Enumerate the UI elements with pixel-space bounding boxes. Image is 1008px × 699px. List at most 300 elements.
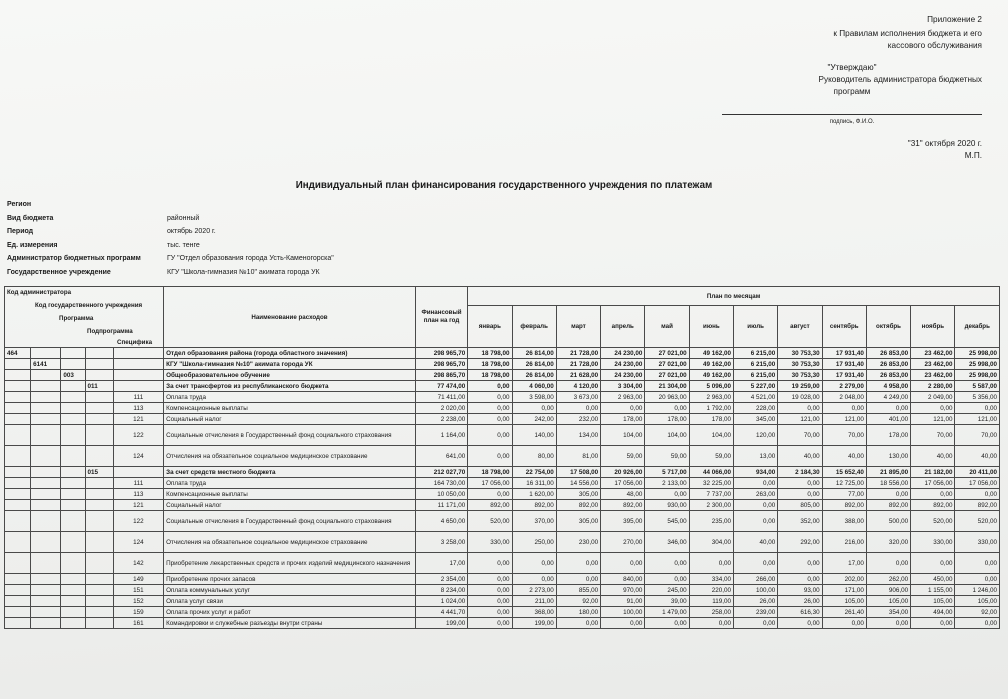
code-cell	[5, 359, 31, 370]
month-value-cell: 70,00	[778, 425, 822, 446]
month-header: февраль	[512, 306, 556, 348]
month-value-cell: 105,00	[911, 596, 955, 607]
expense-name-cell: Социальные отчисления в Государственный фонд социального страхования	[164, 511, 416, 532]
rules-line-2: кассового обслуживания	[887, 41, 982, 50]
code-cell	[85, 446, 113, 467]
month-value-cell: 19 259,00	[778, 381, 822, 392]
expense-name-cell: Отдел образования района (города областного значения)	[164, 348, 416, 359]
month-value-cell: 211,00	[512, 596, 556, 607]
expense-name-header: Наименование расходов	[164, 287, 416, 348]
program-header: Программа	[59, 315, 94, 322]
code-cell	[61, 596, 85, 607]
month-value-cell: 100,00	[601, 607, 645, 618]
table-row	[5, 618, 1000, 629]
month-value-cell: 21 728,00	[556, 348, 600, 359]
month-header: сентябрь	[822, 306, 866, 348]
month-value-cell: 22 754,00	[512, 467, 556, 478]
month-value-cell: 26 853,00	[866, 370, 910, 381]
month-value-cell: 0,00	[822, 618, 866, 629]
month-value-cell: 228,00	[733, 403, 777, 414]
month-header: март	[556, 306, 600, 348]
month-value-cell: 0,00	[645, 489, 689, 500]
month-value-cell: 395,00	[601, 511, 645, 532]
month-value-cell: 5 587,00	[955, 381, 1000, 392]
month-value-cell: 40,00	[733, 532, 777, 553]
month-value-cell: 0,00	[955, 489, 1000, 500]
code-cell	[85, 392, 113, 403]
month-value-cell: 0,00	[468, 392, 512, 403]
expense-name-cell: За счет трансфертов из республиканского бюджета	[164, 381, 416, 392]
month-value-cell: 0,00	[778, 489, 822, 500]
table-row	[5, 553, 1000, 574]
code-admin-header: Код администратора	[7, 289, 72, 296]
code-cell	[61, 478, 85, 489]
meta-row	[7, 198, 334, 212]
code-cell	[85, 500, 113, 511]
document-title: Индивидуальный план финансирования государственного учреждения по платежам	[295, 180, 713, 191]
code-cell	[85, 574, 113, 585]
expense-name-cell: Компенсационные выплаты	[164, 489, 416, 500]
month-value-cell: 17 508,00	[556, 467, 600, 478]
code-cell	[31, 446, 61, 467]
code-cell	[61, 607, 85, 618]
table-row	[5, 607, 1000, 618]
month-value-cell: 346,00	[645, 532, 689, 553]
month-value-cell: 545,00	[645, 511, 689, 532]
month-value-cell: 178,00	[689, 414, 733, 425]
month-value-cell: 1 792,00	[689, 403, 733, 414]
code-cell	[31, 607, 61, 618]
expense-name-cell: Оплата услуг связи	[164, 596, 416, 607]
month-value-cell: 0,00	[778, 618, 822, 629]
month-value-cell: 39,00	[645, 596, 689, 607]
month-value-cell: 220,00	[689, 585, 733, 596]
month-value-cell: 27 021,00	[645, 359, 689, 370]
month-value-cell: 292,00	[778, 532, 822, 553]
annual-total-cell: 1 024,00	[415, 596, 467, 607]
code-cell: 113	[113, 403, 163, 414]
annual-total-cell: 2 354,00	[415, 574, 467, 585]
annual-total-cell: 8 234,00	[415, 585, 467, 596]
month-value-cell: 178,00	[645, 414, 689, 425]
month-value-cell: 334,00	[689, 574, 733, 585]
code-cell	[85, 532, 113, 553]
meta-row	[7, 225, 334, 239]
month-value-cell: 230,00	[556, 532, 600, 553]
code-cell	[113, 370, 163, 381]
code-cell	[85, 348, 113, 359]
month-value-cell: 0,00	[733, 478, 777, 489]
month-value-cell: 23 462,00	[911, 348, 955, 359]
month-value-cell: 2 300,00	[689, 500, 733, 511]
expense-name-cell: Социальный налог	[164, 500, 416, 511]
expense-name-cell: Приобретение лекарственных средств и прочих изделий медицинского назначения	[164, 553, 416, 574]
meta-label: Администратор бюджетных программ	[7, 255, 141, 262]
month-value-cell: 17 931,40	[822, 359, 866, 370]
month-value-cell: 0,00	[911, 553, 955, 574]
month-value-cell: 0,00	[778, 403, 822, 414]
month-value-cell: 178,00	[866, 425, 910, 446]
code-cell: 142	[113, 553, 163, 574]
month-value-cell: 0,00	[955, 618, 1000, 629]
month-value-cell: 494,00	[911, 607, 955, 618]
month-value-cell: 5 356,00	[955, 392, 1000, 403]
code-cell	[31, 425, 61, 446]
month-value-cell: 105,00	[866, 596, 910, 607]
code-cell	[31, 348, 61, 359]
meta-row	[7, 266, 334, 280]
month-value-cell: 48,00	[601, 489, 645, 500]
month-value-cell: 24 230,00	[601, 348, 645, 359]
month-value-cell: 892,00	[601, 500, 645, 511]
month-value-cell: 4 120,00	[556, 381, 600, 392]
month-value-cell: 3 304,00	[601, 381, 645, 392]
annual-total-cell: 298 965,70	[415, 359, 467, 370]
table-row	[5, 467, 1000, 478]
month-value-cell: 0,00	[911, 489, 955, 500]
month-value-cell: 26,00	[733, 596, 777, 607]
month-value-cell: 20 411,00	[955, 467, 1000, 478]
month-header: август	[778, 306, 822, 348]
financing-plan-table	[4, 286, 1000, 629]
month-value-cell: 239,00	[733, 607, 777, 618]
code-cell	[31, 574, 61, 585]
code-cell: 121	[113, 500, 163, 511]
code-cell	[61, 446, 85, 467]
meta-label: Государственное учреждение	[7, 268, 111, 276]
month-value-cell: 2 184,30	[778, 467, 822, 478]
month-value-cell: 970,00	[601, 585, 645, 596]
month-value-cell: 40,00	[955, 446, 1000, 467]
month-value-cell: 4 249,00	[866, 392, 910, 403]
code-cell: 113	[113, 489, 163, 500]
code-cell	[5, 532, 31, 553]
month-value-cell: 171,00	[822, 585, 866, 596]
month-value-cell: 520,00	[955, 511, 1000, 532]
table-row	[5, 425, 1000, 446]
code-cell	[61, 403, 85, 414]
month-header: июнь	[689, 306, 733, 348]
code-cell	[5, 500, 31, 511]
month-value-cell: 77,00	[822, 489, 866, 500]
month-value-cell: 49 162,00	[689, 348, 733, 359]
month-value-cell: 930,00	[645, 500, 689, 511]
month-value-cell: 235,00	[689, 511, 733, 532]
month-value-cell: 59,00	[689, 446, 733, 467]
month-value-cell: 17 931,40	[822, 348, 866, 359]
month-value-cell: 0,00	[778, 553, 822, 574]
code-cell	[31, 392, 61, 403]
month-value-cell: 216,00	[822, 532, 866, 553]
month-value-cell: 0,00	[601, 553, 645, 574]
code-cell	[31, 532, 61, 553]
meta-label: Регион	[7, 201, 32, 208]
expense-name-cell: Оплата прочих услуг и работ	[164, 607, 416, 618]
month-value-cell: 0,00	[468, 585, 512, 596]
expense-name-cell: Оплата труда	[164, 478, 416, 489]
month-value-cell: 13,00	[733, 446, 777, 467]
month-value-cell: 245,00	[645, 585, 689, 596]
month-value-cell: 12 725,00	[822, 478, 866, 489]
code-cell	[5, 446, 31, 467]
month-value-cell: 91,00	[601, 596, 645, 607]
signature-caption: подпись, Ф.И.О.	[829, 119, 875, 125]
code-cell	[5, 574, 31, 585]
code-cell: 161	[113, 618, 163, 629]
month-value-cell: 15 652,40	[822, 467, 866, 478]
code-cell	[113, 467, 163, 478]
month-value-cell: 121,00	[911, 414, 955, 425]
code-cell	[85, 585, 113, 596]
code-cell	[31, 370, 61, 381]
code-cell: 124	[113, 446, 163, 467]
month-value-cell: 0,00	[645, 618, 689, 629]
month-value-cell: 6 215,00	[733, 370, 777, 381]
annual-total-cell: 4 441,70	[415, 607, 467, 618]
month-value-cell: 892,00	[911, 500, 955, 511]
code-cell	[61, 511, 85, 532]
code-cell	[31, 403, 61, 414]
meta-label: Период	[7, 228, 34, 235]
month-value-cell: 0,00	[556, 403, 600, 414]
month-value-cell: 19 028,00	[778, 392, 822, 403]
month-value-cell: 0,00	[468, 596, 512, 607]
table-row	[5, 511, 1000, 532]
month-value-cell: 892,00	[866, 500, 910, 511]
month-value-cell: 21 182,00	[911, 467, 955, 478]
month-value-cell: 0,00	[468, 381, 512, 392]
code-cell: 152	[113, 596, 163, 607]
month-value-cell: 2 049,00	[911, 392, 955, 403]
month-value-cell: 49 162,00	[689, 370, 733, 381]
annual-total-cell: 10 050,00	[415, 489, 467, 500]
month-value-cell: 368,00	[512, 607, 556, 618]
month-header: ноябрь	[911, 306, 955, 348]
month-value-cell: 0,00	[468, 553, 512, 574]
approve-label: "Утверждаю"	[827, 63, 877, 72]
stamp-label: М.П.	[964, 151, 982, 160]
month-value-cell: 6 215,00	[733, 359, 777, 370]
meta-row	[7, 252, 334, 266]
month-value-cell: 2 279,00	[822, 381, 866, 392]
month-value-cell: 5 096,00	[689, 381, 733, 392]
month-value-cell: 330,00	[955, 532, 1000, 553]
month-value-cell: 352,00	[778, 511, 822, 532]
code-cell	[85, 425, 113, 446]
month-value-cell: 0,00	[733, 511, 777, 532]
code-cell	[61, 348, 85, 359]
month-value-cell: 70,00	[955, 425, 1000, 446]
month-header: январь	[468, 306, 512, 348]
month-header: июль	[733, 306, 777, 348]
code-cell	[31, 467, 61, 478]
month-value-cell: 0,00	[645, 574, 689, 585]
month-value-cell: 92,00	[556, 596, 600, 607]
codes-header	[5, 287, 164, 348]
meta-label: Вид бюджета	[7, 214, 54, 222]
month-value-cell: 0,00	[866, 489, 910, 500]
code-cell	[31, 553, 61, 574]
code-cell	[31, 618, 61, 629]
code-cell	[5, 425, 31, 446]
month-value-cell: 0,00	[822, 403, 866, 414]
code-cell	[85, 553, 113, 574]
month-value-cell: 0,00	[911, 618, 955, 629]
annual-total-cell: 641,00	[415, 446, 467, 467]
month-value-cell: 18 556,00	[866, 478, 910, 489]
month-value-cell: 0,00	[733, 553, 777, 574]
month-value-cell: 4 521,00	[733, 392, 777, 403]
month-value-cell: 134,00	[556, 425, 600, 446]
month-value-cell: 70,00	[911, 425, 955, 446]
annual-total-cell: 164 730,00	[415, 478, 467, 489]
code-cell	[5, 381, 31, 392]
table-row	[5, 489, 1000, 500]
table-row	[5, 478, 1000, 489]
month-value-cell: 30 753,30	[778, 370, 822, 381]
month-value-cell: 100,00	[733, 585, 777, 596]
annual-plan-header: Финансовый план на год	[415, 287, 467, 348]
month-value-cell: 242,00	[512, 414, 556, 425]
month-value-cell: 0,00	[733, 618, 777, 629]
annual-total-cell: 212 027,70	[415, 467, 467, 478]
annual-total-cell: 199,00	[415, 618, 467, 629]
code-cell: 124	[113, 532, 163, 553]
head-line-2: программ	[833, 87, 871, 96]
table-row	[5, 348, 1000, 359]
table-row	[5, 596, 1000, 607]
annual-total-cell: 4 650,00	[415, 511, 467, 532]
month-value-cell: 40,00	[822, 446, 866, 467]
code-cell	[5, 467, 31, 478]
month-value-cell: 121,00	[955, 414, 1000, 425]
rules-line-1: к Правилам исполнения бюджета и его	[833, 29, 982, 38]
month-value-cell: 840,00	[601, 574, 645, 585]
month-value-cell: 27 021,00	[645, 348, 689, 359]
month-value-cell: 180,00	[556, 607, 600, 618]
code-cell: 464	[5, 348, 31, 359]
expense-name-cell: Социальные отчисления в Государственный фонд социального страхования	[164, 425, 416, 446]
month-value-cell: 330,00	[468, 532, 512, 553]
month-value-cell: 23 462,00	[911, 359, 955, 370]
code-cell	[85, 414, 113, 425]
month-value-cell: 0,00	[955, 403, 1000, 414]
month-value-cell: 805,00	[778, 500, 822, 511]
meta-value: тыс. тенге	[167, 241, 200, 249]
month-value-cell: 0,00	[556, 618, 600, 629]
month-value-cell: 178,00	[601, 414, 645, 425]
expense-name-cell: Компенсационные выплаты	[164, 403, 416, 414]
month-value-cell: 44 066,00	[689, 467, 733, 478]
code-cell	[5, 414, 31, 425]
month-header: октябрь	[866, 306, 910, 348]
month-value-cell: 262,00	[866, 574, 910, 585]
month-value-cell: 2 963,00	[601, 392, 645, 403]
annual-total-cell: 71 411,00	[415, 392, 467, 403]
table-row	[5, 392, 1000, 403]
code-cell	[31, 500, 61, 511]
month-value-cell: 266,00	[733, 574, 777, 585]
month-value-cell: 0,00	[689, 553, 733, 574]
month-value-cell: 21 628,00	[556, 370, 600, 381]
month-value-cell: 104,00	[689, 425, 733, 446]
month-value-cell: 119,00	[689, 596, 733, 607]
month-value-cell: 305,00	[556, 489, 600, 500]
code-cell	[85, 478, 113, 489]
code-cell	[5, 618, 31, 629]
head-line-1: Руководитель администратора бюджетных	[818, 75, 982, 84]
month-value-cell: 59,00	[601, 446, 645, 467]
meta-row	[7, 239, 334, 253]
month-value-cell: 0,00	[645, 403, 689, 414]
month-value-cell: 59,00	[645, 446, 689, 467]
table-row	[5, 574, 1000, 585]
annual-total-cell: 2 238,00	[415, 414, 467, 425]
expense-name-cell: Отчисления на обязательное социальное медицинское страхование	[164, 446, 416, 467]
month-value-cell: 0,00	[468, 574, 512, 585]
code-cell	[113, 348, 163, 359]
month-value-cell: 345,00	[733, 414, 777, 425]
month-value-cell: 121,00	[822, 414, 866, 425]
code-cell	[85, 618, 113, 629]
month-value-cell: 26,00	[778, 596, 822, 607]
meta-label: Ед. измерения	[7, 241, 58, 249]
month-value-cell: 0,00	[866, 553, 910, 574]
month-value-cell: 30 753,30	[778, 348, 822, 359]
code-cell	[85, 489, 113, 500]
code-cell	[61, 585, 85, 596]
expense-name-cell: Командировки и служебные разъезды внутри страны	[164, 618, 416, 629]
code-cell	[61, 553, 85, 574]
code-cell	[5, 596, 31, 607]
meta-value: ГУ "Отдел образования города Усть-Каменогорска"	[167, 255, 334, 262]
code-cell	[5, 370, 31, 381]
month-value-cell: 892,00	[556, 500, 600, 511]
approval-block	[722, 14, 982, 162]
code-cell	[5, 392, 31, 403]
code-cell: 149	[113, 574, 163, 585]
month-value-cell: 26 853,00	[866, 348, 910, 359]
month-value-cell: 202,00	[822, 574, 866, 585]
month-value-cell: 0,00	[512, 574, 556, 585]
month-value-cell: 0,00	[601, 618, 645, 629]
expense-name-cell: Общеобразовательное обучение	[164, 370, 416, 381]
month-value-cell: 906,00	[866, 585, 910, 596]
month-value-cell: 17 931,40	[822, 370, 866, 381]
month-value-cell: 18 798,00	[468, 359, 512, 370]
code-cell	[31, 489, 61, 500]
month-value-cell: 25 998,00	[955, 359, 1000, 370]
code-cell	[61, 618, 85, 629]
table-row	[5, 532, 1000, 553]
month-value-cell: 104,00	[601, 425, 645, 446]
month-value-cell: 0,00	[866, 618, 910, 629]
month-value-cell: 354,00	[866, 607, 910, 618]
code-cell	[5, 607, 31, 618]
annual-total-cell: 77 474,00	[415, 381, 467, 392]
month-value-cell: 5 717,00	[645, 467, 689, 478]
months-group-header: План по месяцам	[468, 287, 1000, 306]
annual-total-cell: 2 020,00	[415, 403, 467, 414]
month-value-cell: 21 895,00	[866, 467, 910, 478]
month-value-cell: 892,00	[512, 500, 556, 511]
month-value-cell: 14 556,00	[556, 478, 600, 489]
table-row	[5, 446, 1000, 467]
code-cell	[61, 467, 85, 478]
month-value-cell: 40,00	[911, 446, 955, 467]
month-value-cell: 23 462,00	[911, 370, 955, 381]
month-value-cell: 0,00	[468, 403, 512, 414]
